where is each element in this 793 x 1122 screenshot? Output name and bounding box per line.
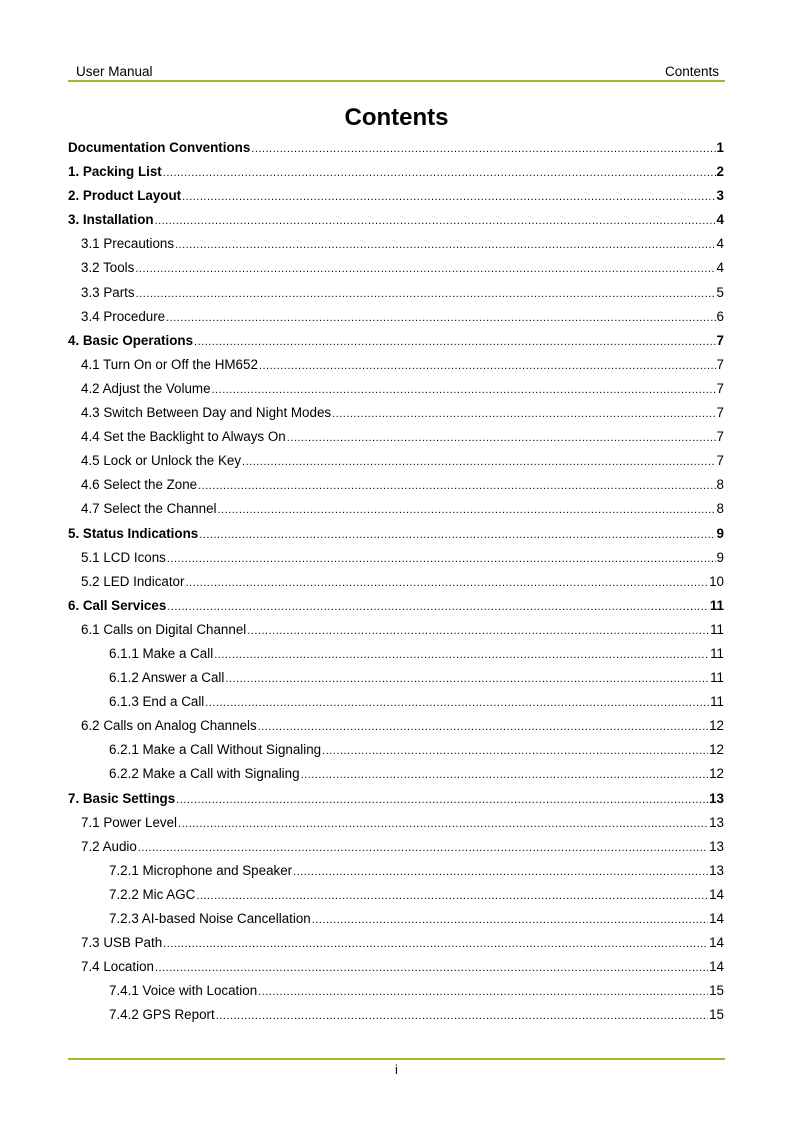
toc-entry-page: 11	[710, 645, 724, 661]
toc-entry[interactable]	[68, 570, 724, 594]
toc-entry-page: 11	[710, 694, 724, 710]
toc-entry-page: 9	[716, 549, 724, 565]
toc-dot-leader	[167, 547, 716, 571]
toc-entry-row	[109, 883, 724, 908]
toc-entry[interactable]	[68, 787, 724, 811]
toc-entry-page: 12	[709, 742, 724, 758]
toc-entry-row	[68, 594, 724, 619]
toc-dot-leader	[242, 450, 716, 474]
toc-entry-title: 4. Basic Operations	[68, 332, 194, 348]
toc-entry-page: 14	[709, 886, 724, 902]
toc-dot-leader	[312, 908, 708, 932]
toc-entry-row	[81, 401, 724, 426]
page-title: Contents	[344, 104, 449, 131]
toc-entry-page: 7	[716, 356, 724, 372]
toc-dot-leader	[163, 932, 708, 956]
toc-entry-title: 6.1.2 Answer a Call	[109, 670, 225, 686]
toc-entry-title: 6.2 Calls on Analog Channels	[81, 718, 257, 734]
toc-entry-title: 7.2 Audio	[81, 838, 137, 854]
toc-entry-row	[68, 160, 724, 185]
toc-entry[interactable]	[68, 690, 724, 714]
toc-entry-row	[81, 618, 724, 643]
toc-entry-page: 8	[716, 501, 724, 517]
toc-entry[interactable]	[68, 594, 724, 618]
header-rule	[68, 80, 725, 82]
toc-dot-leader	[258, 980, 708, 1004]
toc-entry[interactable]	[68, 281, 724, 305]
toc-entry-title: 3.3 Parts	[81, 284, 135, 300]
toc-entry-row	[81, 835, 724, 860]
toc-dot-leader	[167, 595, 709, 619]
toc-entry[interactable]	[68, 931, 724, 955]
toc-entry-title: 2. Product Layout	[68, 188, 182, 204]
toc-entry-row	[81, 256, 724, 281]
toc-dot-leader	[166, 306, 715, 330]
toc-dot-leader	[212, 378, 716, 402]
toc-entry-row	[81, 473, 724, 498]
toc-entry-title: 4.7 Select the Channel	[81, 501, 217, 517]
toc-dot-leader	[176, 788, 708, 812]
toc-entry[interactable]	[68, 522, 724, 546]
toc-entry[interactable]	[68, 232, 724, 256]
toc-entry-page: 12	[709, 718, 724, 734]
toc-entry[interactable]	[68, 811, 724, 835]
toc-entry[interactable]	[68, 1003, 724, 1027]
page-number: i	[395, 1062, 398, 1077]
toc-entry[interactable]	[68, 184, 724, 208]
toc-entry-page: 4	[716, 212, 724, 228]
toc-entry-page: 7	[716, 380, 724, 396]
toc-entry[interactable]	[68, 642, 724, 666]
toc-entry-row	[81, 570, 724, 595]
toc-entry-title: 3.1 Precautions	[81, 236, 175, 252]
toc-entry-page: 7	[716, 332, 724, 348]
toc-dot-leader	[205, 691, 709, 715]
toc-entry-row	[109, 1003, 724, 1028]
toc-entry-title: 6.2.2 Make a Call with Signaling	[109, 766, 300, 782]
toc-entry[interactable]	[68, 160, 724, 184]
toc-entry-row	[109, 666, 724, 691]
toc-entry-title: 7. Basic Settings	[68, 790, 176, 806]
toc-entry-page: 15	[709, 983, 724, 999]
toc-dot-leader	[196, 884, 708, 908]
toc-entry-page: 13	[709, 838, 724, 854]
toc-entry-row	[81, 497, 724, 522]
toc-entry-row	[81, 377, 724, 402]
toc-entry-row	[81, 305, 724, 330]
toc-entry-title: 7.4.2 GPS Report	[109, 1007, 215, 1023]
toc-entry-row	[109, 907, 724, 932]
toc-entry-row	[109, 690, 724, 715]
toc-entry-title: 4.1 Turn On or Off the HM652	[81, 356, 258, 372]
toc-entry-title: 6.2.1 Make a Call Without Signaling	[109, 742, 322, 758]
toc-entry-title: 5. Status Indications	[68, 525, 199, 541]
toc-dot-leader	[194, 330, 716, 354]
toc-entry-page: 13	[709, 862, 724, 878]
toc-entry-title: 4.6 Select the Zone	[81, 477, 198, 493]
toc-entry-row	[109, 762, 724, 787]
toc-entry-row	[81, 425, 724, 450]
toc-entry-page: 4	[716, 260, 724, 276]
table-of-contents	[68, 136, 724, 1027]
toc-entry-row	[109, 979, 724, 1004]
toc-entry[interactable]	[68, 762, 724, 786]
toc-entry-page: 1	[716, 140, 724, 155]
toc-entry-page: 7	[716, 429, 724, 445]
toc-entry-title: 6.1 Calls on Digital Channel	[81, 621, 247, 637]
toc-entry-row	[109, 738, 724, 763]
toc-dot-leader	[136, 282, 716, 306]
toc-entry-row	[81, 281, 724, 306]
toc-entry[interactable]	[68, 401, 724, 425]
toc-entry[interactable]	[68, 256, 724, 280]
toc-entry-row	[81, 955, 724, 980]
toc-entry-page: 6	[716, 308, 724, 324]
toc-entry-row	[109, 642, 724, 667]
toc-entry[interactable]	[68, 738, 724, 762]
toc-entry-row	[81, 811, 724, 836]
toc-entry-page: 14	[709, 935, 724, 951]
toc-entry-title: 7.4 Location	[81, 959, 154, 975]
toc-entry-row	[68, 184, 724, 209]
toc-entry-row	[68, 329, 724, 354]
toc-entry-title: 5.2 LED Indicator	[81, 573, 185, 589]
toc-entry-row	[81, 232, 724, 257]
toc-dot-leader	[198, 474, 715, 498]
toc-dot-leader	[216, 1004, 708, 1028]
toc-entry[interactable]	[68, 618, 724, 642]
toc-entry[interactable]	[68, 497, 724, 521]
toc-entry-page: 9	[716, 525, 724, 541]
toc-entry-page: 13	[709, 814, 724, 830]
toc-dot-leader	[182, 185, 715, 209]
toc-entry-row	[109, 859, 724, 884]
toc-entry[interactable]	[68, 907, 724, 931]
toc-entry-row	[81, 546, 724, 571]
toc-entry-page: 3	[716, 188, 724, 204]
toc-entry-row	[81, 714, 724, 739]
toc-entry-row	[68, 208, 724, 233]
toc-entry-title: 3. Installation	[68, 212, 154, 228]
toc-dot-leader	[225, 667, 709, 691]
toc-entry[interactable]	[68, 473, 724, 497]
toc-entry-row	[68, 136, 724, 161]
toc-entry[interactable]	[68, 883, 724, 907]
toc-entry-page: 5	[716, 284, 724, 300]
toc-entry[interactable]	[68, 136, 724, 160]
toc-entry[interactable]	[68, 305, 724, 329]
toc-dot-leader	[185, 571, 708, 595]
toc-entry-title: 4.2 Adjust the Volume	[81, 380, 211, 396]
toc-dot-leader	[332, 402, 715, 426]
toc-dot-leader	[155, 956, 708, 980]
toc-dot-leader	[251, 137, 715, 161]
toc-dot-leader	[258, 715, 708, 739]
toc-entry-title: 7.2.2 Mic AGC	[109, 886, 196, 902]
toc-entry-row	[81, 353, 724, 378]
toc-dot-leader	[218, 498, 716, 522]
toc-entry[interactable]	[68, 546, 724, 570]
toc-entry-title: 4.3 Switch Between Day and Night Modes	[81, 405, 332, 421]
toc-entry-page: 12	[709, 766, 724, 782]
toc-dot-leader	[178, 812, 708, 836]
toc-entry[interactable]	[68, 835, 724, 859]
toc-entry-page: 14	[709, 911, 724, 926]
footer-rule	[68, 1058, 725, 1060]
toc-entry[interactable]	[68, 955, 724, 979]
toc-entry-row	[81, 931, 724, 956]
toc-entry-title: 3.2 Tools	[81, 260, 135, 276]
header-document-title: User Manual	[76, 64, 153, 79]
toc-dot-leader	[293, 860, 708, 884]
toc-entry-page: 14	[709, 959, 724, 975]
toc-entry-page: 7	[716, 453, 724, 469]
toc-dot-leader	[138, 836, 708, 860]
toc-dot-leader	[287, 426, 716, 450]
toc-entry-title: 4.4 Set the Backlight to Always On	[81, 429, 286, 445]
toc-entry-page: 2	[716, 164, 724, 180]
toc-entry-page: 15	[709, 1007, 724, 1023]
toc-entry[interactable]	[68, 425, 724, 449]
toc-dot-leader	[163, 161, 716, 185]
toc-entry-page: 13	[709, 790, 724, 806]
toc-entry-page: 11	[709, 597, 724, 613]
toc-dot-leader	[214, 643, 709, 667]
toc-dot-leader	[301, 763, 709, 787]
toc-entry[interactable]	[68, 979, 724, 1003]
toc-entry-row	[68, 787, 724, 812]
toc-entry-title: Documentation Conventions	[68, 140, 251, 155]
toc-entry[interactable]	[68, 377, 724, 401]
toc-entry-title: 1. Packing List	[68, 164, 162, 180]
toc-entry-title: 6.1.3 End a Call	[109, 694, 205, 710]
toc-dot-leader	[155, 209, 716, 233]
toc-entry-title: 5.1 LCD Icons	[81, 549, 166, 565]
toc-entry[interactable]	[68, 353, 724, 377]
toc-entry-row	[68, 522, 724, 547]
toc-entry-page: 11	[710, 670, 724, 686]
toc-entry-title: 4.5 Lock or Unlock the Key	[81, 453, 242, 469]
toc-dot-leader	[259, 354, 716, 378]
toc-dot-leader	[135, 257, 715, 281]
toc-entry-title: 7.1 Power Level	[81, 814, 178, 830]
toc-entry-title: 7.4.1 Voice with Location	[109, 983, 258, 999]
toc-entry-title: 6. Call Services	[68, 597, 167, 613]
toc-dot-leader	[322, 739, 708, 763]
toc-entry[interactable]	[68, 714, 724, 738]
toc-dot-leader	[175, 233, 715, 257]
toc-entry-page: 7	[716, 405, 724, 421]
toc-entry-title: 7.2.1 Microphone and Speaker	[109, 862, 293, 878]
toc-entry-page: 4	[716, 236, 724, 252]
toc-entry-page: 10	[709, 573, 724, 589]
toc-entry-page: 8	[716, 477, 724, 493]
toc-dot-leader	[247, 619, 709, 643]
toc-entry-row	[81, 449, 724, 474]
toc-entry[interactable]	[68, 449, 724, 473]
header-section-title: Contents	[664, 64, 719, 79]
toc-entry-title: 6.1.1 Make a Call	[109, 645, 214, 661]
toc-entry[interactable]	[68, 329, 724, 353]
toc-entry-page: 11	[710, 621, 724, 637]
toc-entry-title: 7.3 USB Path	[81, 935, 163, 951]
toc-entry-title: 3.4 Procedure	[81, 308, 166, 324]
toc-dot-leader	[199, 523, 715, 547]
toc-entry[interactable]	[68, 859, 724, 883]
toc-entry[interactable]	[68, 208, 724, 232]
toc-entry-title: 7.2.3 AI-based Noise Cancellation	[109, 911, 311, 926]
toc-entry[interactable]	[68, 666, 724, 690]
